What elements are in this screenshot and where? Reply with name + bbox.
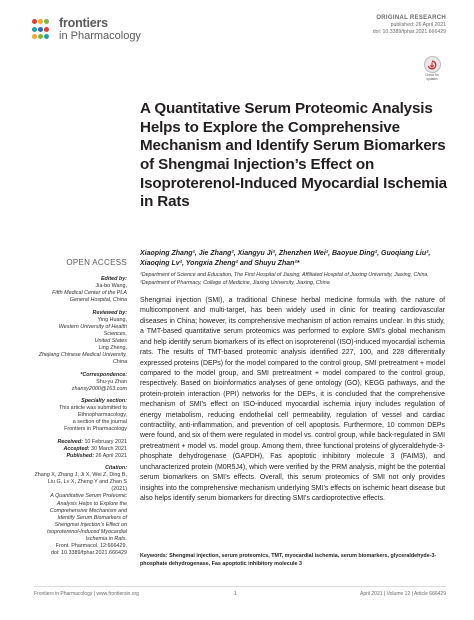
brand-name: frontiers (59, 16, 108, 30)
received-value: 10 February 2021 (84, 438, 127, 445)
specialty-section (34, 398, 127, 434)
correspondence-heading: *Correspondence: (80, 371, 127, 378)
edited-by-heading: Edited by: (100, 276, 127, 282)
logo-dot (44, 19, 49, 24)
check-updates-line2: updates (426, 76, 438, 81)
logo-dot (32, 27, 37, 32)
keywords-label: Keywords: (140, 553, 168, 559)
editor-affiliation-2: General Hospital, China (69, 297, 127, 304)
editor-affiliation-1: Fifth Medical Center of the PLA (52, 290, 127, 297)
correspondent-name: Shu-yu Zhan (96, 378, 127, 385)
published-date-sidebar (34, 453, 127, 460)
author-list: Xiaoping Zhang¹, Jie Zhang², Xiangyu Ji², Zhenzhen Wei², Baoyue Ding², Guoqiang Liu², Xiaoqing Lv², Yongxia Zheng² and Shuyu Zhan²* (140, 250, 431, 267)
citation-heading: Citation: (105, 464, 127, 471)
article-doi[interactable]: doi: 10.3389/fphar.2021.666429 (372, 29, 446, 36)
accepted-value: 30 March 2021 (91, 445, 127, 452)
published-label: Published: (66, 452, 95, 459)
citation-line-10: Front. Pharmacol. 12:666429. (55, 543, 127, 550)
dates-section (34, 439, 127, 460)
reviewer-2-country: China (112, 359, 127, 366)
journal-name: in Pharmacology (59, 29, 141, 42)
citation-line-2: Liu G, Lv X, Zheng Y and Zhan S (2021) (47, 479, 127, 493)
specialty-line-2: Ethnopharmacology, (77, 412, 127, 419)
citation-line-8: Isoproterenol-Induced Myocardial (46, 529, 127, 535)
specialty-line-1: This article was submitted to (58, 405, 127, 411)
affiliations (140, 272, 445, 287)
keywords (140, 553, 445, 568)
reviewer-1-affiliation: Western University of Health Sciences, (58, 323, 127, 337)
logo-dot (38, 19, 43, 24)
frontiers-logo-icon (32, 19, 54, 41)
reviewer-2-affiliation: Zhejiang Chinese Medical University, (38, 352, 127, 359)
received-date (34, 439, 127, 446)
article-title: A Quantitative Serum Proteomic Analysis Helps to Explore the Comprehensive Mechanism and Identify Serum Biomarkers of Shengmai Injection’s Effect on Isoproterenol-Induced Myocardial Ischemia in Rats (140, 100, 447, 211)
check-for-updates-button[interactable] (423, 56, 441, 81)
abstract-text: Shengmai injection (SMI), a traditional Chinese herbal medicine formula with the nature of multicomponent and multi-target, has been widely used in clinic for treating cardiovascular diseases in China; however, its comprehensive mechanism of action remains unclear. In this study, a TMT-based quantitative serum proteomics was performed to explore SMI’s global mechanism and help identify serum biomarkers of its effect on isoproterenol (ISO)-induced myocardial ischemia rats. The results of TMT-based proteomic analysis identified 227, 100, and 228 differentially expressed proteins (DEPs) for the model compared to the control group, SMI pretreatment + model compared to the model group, and SMI pretreatment + model compared to the control group, respectively. Based on bioinformatics analyses of gene ontology (GO), KEGG pathways, and the protein-protein interaction (PPI) networks for the DEPs, it is concluded that the comprehensive mechanism of SMI’s effect on ISO-induced myocardial ischemia injury includes regulation of energy metabolism, reducing endothelial cell permeability, regulation of vessel and cardiac contractility, anti-inflammation, and prevention of cell apoptosis. Furthermore, 10 common DEPs were found, and six of them were regulated in model vs. control group, while back-regulated in SMI pretreatment + model vs. model group. Among them, three functional proteins of glyceraldehyde-3-phosphate dehydrogenase (GAPDH), Fas apoptotic inhibitory molecule 3 (FAIM3), and uncharacterized protein (M0R5J4), which were verified by the PRM analysis, might be the potential serum biomarkers on SMI’s effects. Overall, this serum proteomics of SMI not only provides insights into the comprehensive mechanism underlying SMI’s effects on ischemic heart disease but also helps identify serum biomarkers for directing SMI’s cardioprotective effects. (140, 297, 445, 503)
reviewer-2-name: Ling Zheng, (98, 345, 127, 352)
logo-dot (44, 34, 49, 39)
citation-doi[interactable]: doi: 10.3389/fphar.2021.666429 (50, 550, 127, 557)
accepted-label: Accepted: (63, 445, 90, 452)
logo-dot (44, 27, 49, 32)
journal-logo[interactable] (32, 17, 141, 42)
citation-line-1: Zhang X, Zhang J, Ji X, Wei Z, Ding B, (34, 472, 127, 478)
citation-section (34, 465, 127, 558)
reviewed-by-section (34, 310, 127, 367)
citation-line-6: Identify Serum Biomarkers of (57, 514, 127, 521)
logo-dot (32, 34, 37, 39)
reviewed-by-heading: Reviewed by: (92, 309, 127, 316)
keywords-text: Shengmai injection, serum proteomics, TMT, myocardial ischemia, serum biomarkers, glyceraldehyde-3-phosphate dehydrogenase, Fas apoptotic inhibitory molecule 3 (140, 553, 437, 567)
citation-line-3: A Quantitative Serum Proteomic (50, 493, 127, 500)
logo-dot (38, 27, 43, 32)
affiliation-1: ¹Department of Science and Education, The First Hospital of Jiaxing, Affiliated Hospital of Jiaxing University, Jiaxing, China, (140, 272, 429, 278)
citation-line-9: Ischemia in Rats. (85, 536, 127, 543)
page-number: 1 (234, 591, 237, 597)
reviewer-1-name: Ying Huang, (97, 316, 127, 323)
citation-line-5: Comprehensive Mechanism and (49, 507, 127, 514)
logo-dot (32, 19, 37, 24)
specialty-heading: Specialty section: (81, 397, 127, 404)
editor-name: Jia-bo Wang, (95, 283, 127, 290)
correspondence-section (34, 372, 127, 393)
check-updates-icon (424, 56, 441, 73)
published-value: 26 April 2021 (95, 452, 127, 459)
edited-by-section (34, 276, 127, 305)
citation-line-4: Analysis Helps to Explore the (56, 500, 127, 507)
published-date: published: 26 April 2021 (390, 22, 446, 29)
specialty-line-3: a section of the journal (72, 419, 127, 426)
article-type: ORIGINAL RESEARCH (376, 15, 446, 21)
received-label: Received: (57, 438, 83, 445)
logo-dot (38, 34, 43, 39)
specialty-line-4: Frontiers in Pharmacology (64, 426, 127, 433)
reviewer-1-country: United States (94, 338, 127, 344)
footer-divider (34, 586, 446, 587)
check-updates-line1: Check for (425, 73, 439, 77)
article-meta (373, 14, 446, 36)
article-sidebar (34, 276, 127, 563)
open-access-label: OPEN ACCESS (66, 258, 127, 267)
footer-citation: April 2021 | Volume 12 | Article 666429 (360, 591, 446, 597)
accepted-date (34, 446, 127, 453)
affiliation-2: ²Department of Pharmacy, College of Medicine, Jiaxing University, Jiaxing, China (140, 279, 330, 286)
citation-line-7: Shengmai Injection’s Effect on (54, 521, 127, 528)
correspondent-email[interactable]: zhansy2000@163.com (71, 385, 127, 392)
footer-journal-link[interactable]: Frontiers in Pharmacology | www.frontiersin.org (34, 591, 139, 597)
